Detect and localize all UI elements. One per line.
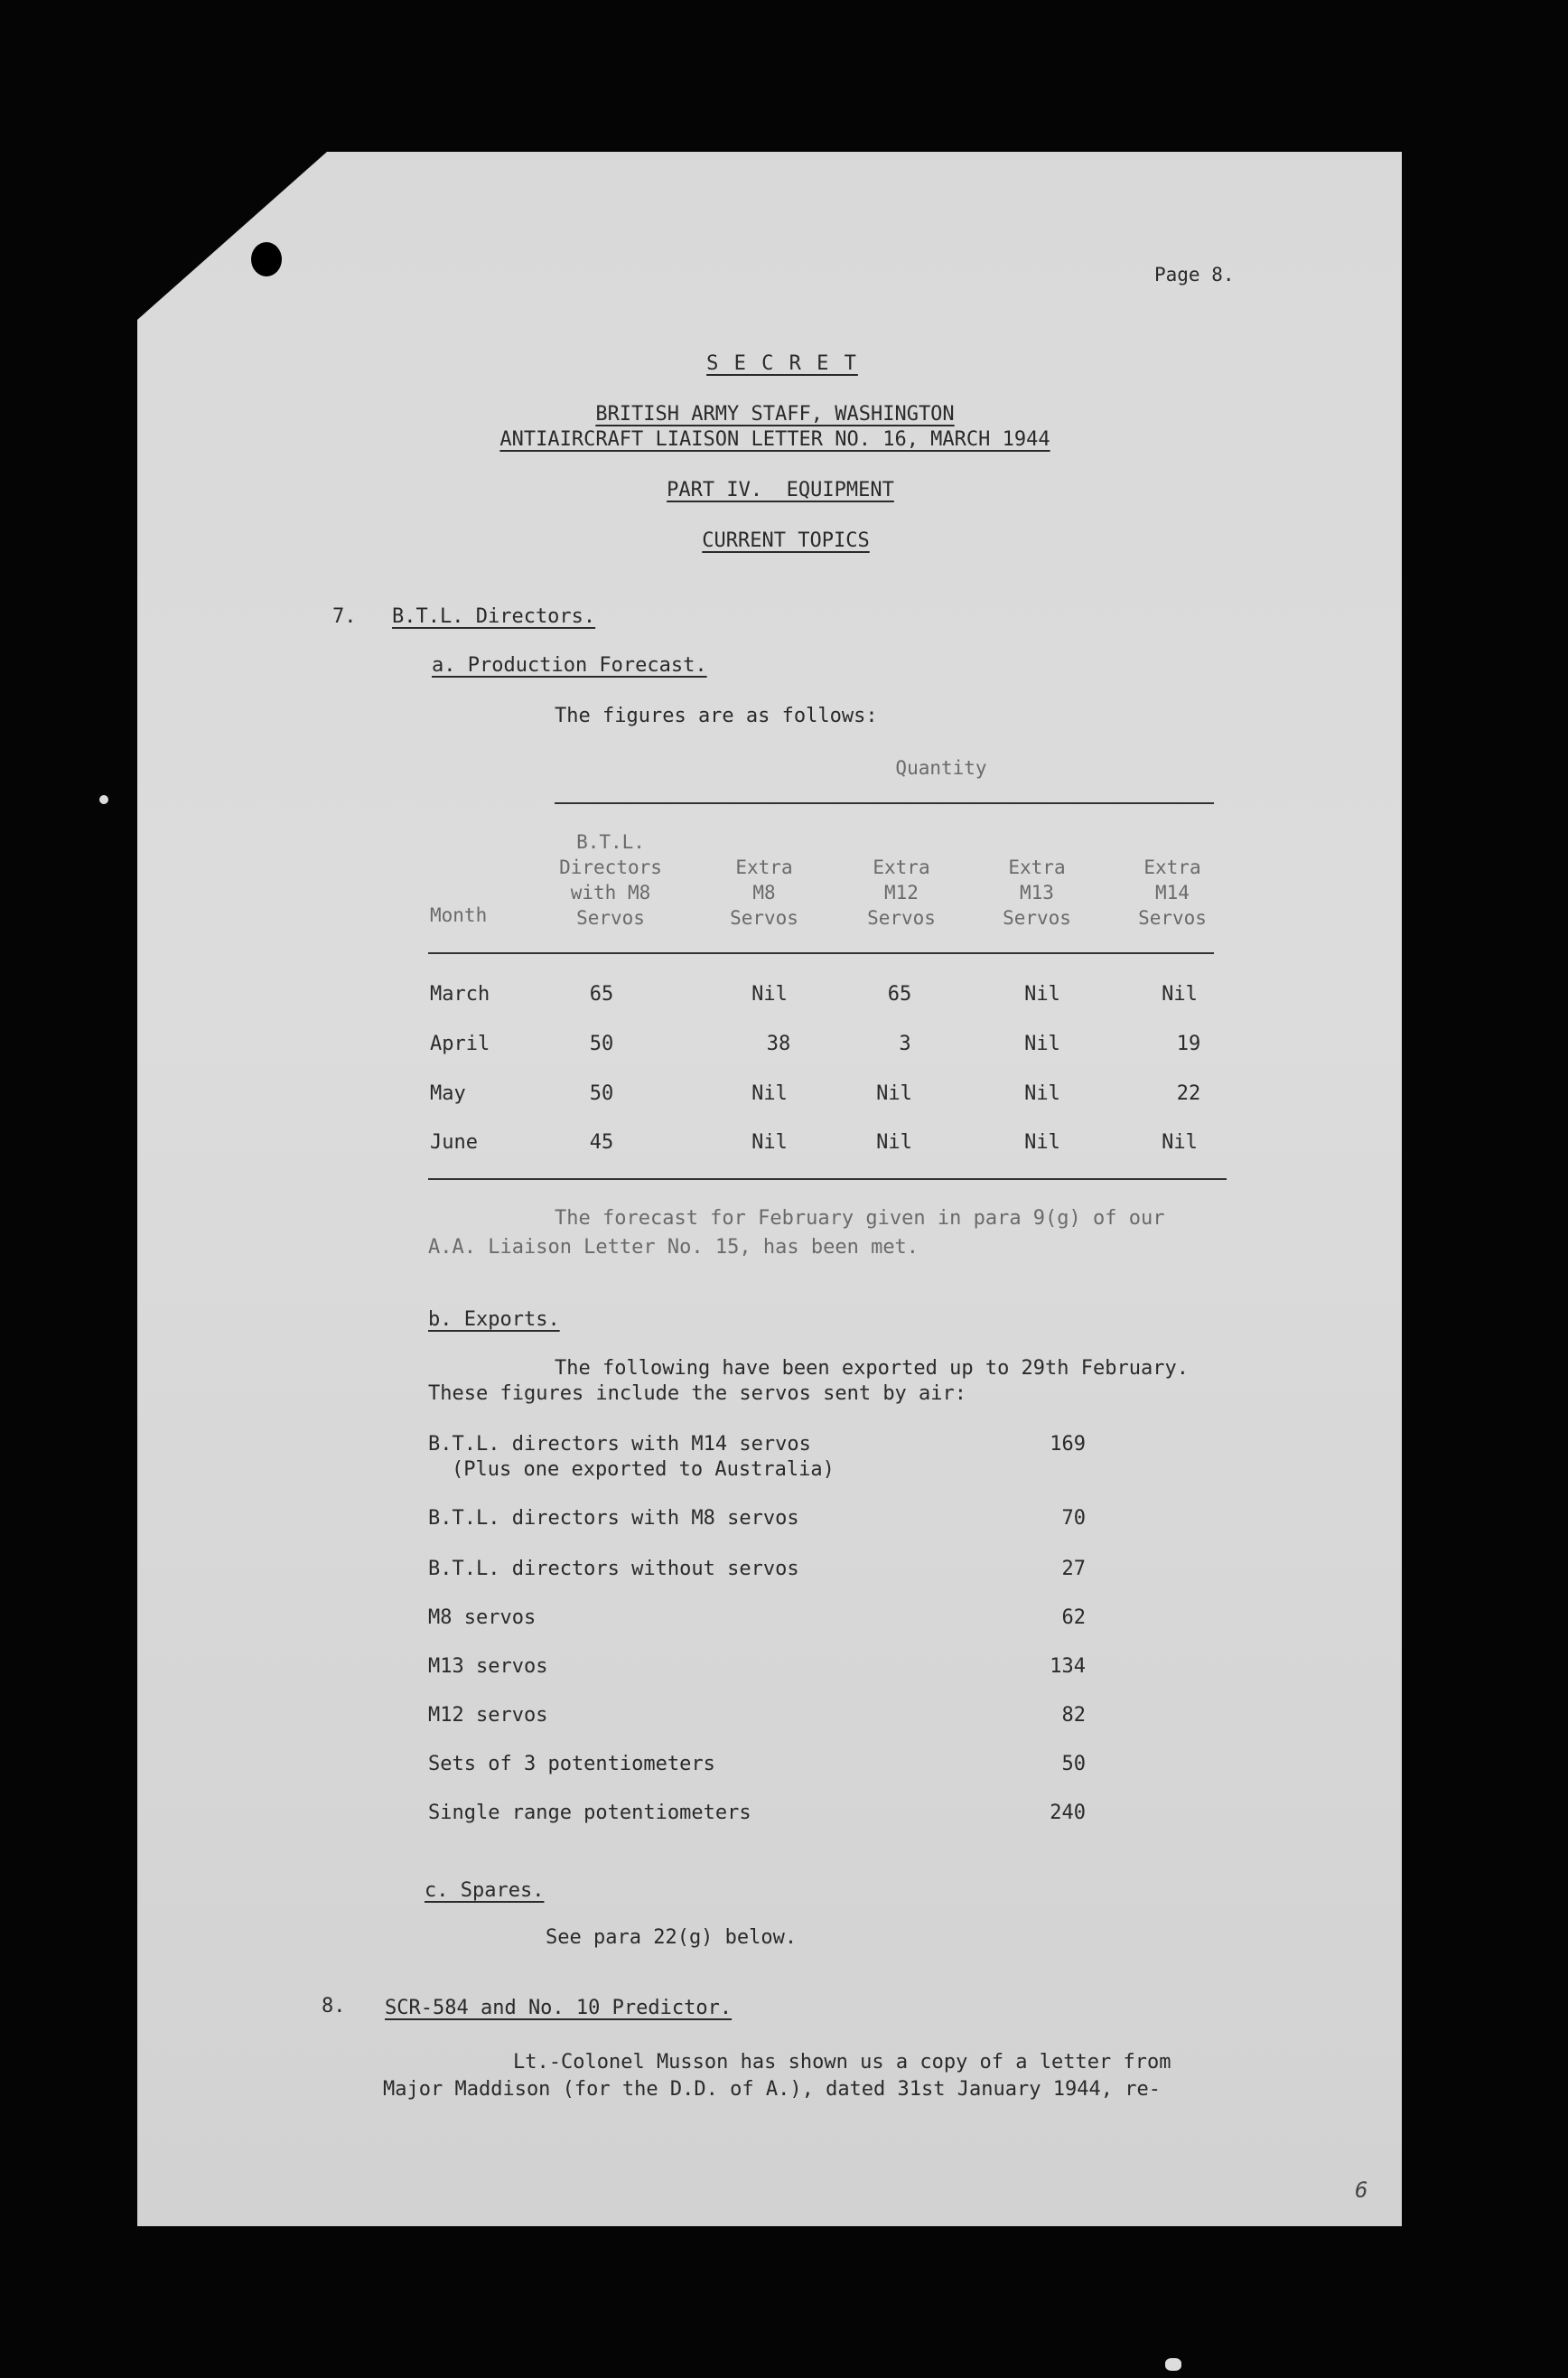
film-speck: [1165, 2358, 1181, 2371]
item-8-line-1: Lt.-Colonel Musson has shown us a copy of a letter from: [513, 2051, 1171, 2074]
row-month: March: [430, 983, 490, 1006]
export-item-qty: 70: [1061, 1507, 1086, 1530]
export-item-label: M8 servos: [428, 1606, 537, 1629]
cell: Nil: [751, 983, 788, 1006]
export-item-note: (Plus one exported to Australia): [452, 1458, 835, 1481]
col-header-extra-m12: Extra M12 Servos: [867, 857, 936, 929]
table-rule-bottom: [428, 1178, 1227, 1180]
cell: 50: [589, 1033, 614, 1055]
export-item-label: Single range potentiometers: [428, 1802, 751, 1824]
col-header-btl-directors: B.T.L. Directors with M8 Servos: [559, 831, 662, 929]
cell: Nil: [1024, 1082, 1060, 1105]
cell: 3: [899, 1033, 911, 1055]
export-item-label: B.T.L. directors without servos: [428, 1558, 799, 1580]
export-item-qty: 134: [1050, 1655, 1086, 1678]
cell: Nil: [876, 1082, 912, 1105]
cell: 50: [589, 1082, 614, 1105]
cell: Nil: [1024, 983, 1060, 1006]
export-item-qty: 169: [1050, 1433, 1086, 1456]
forecast-intro: The figures are as follows:: [555, 705, 878, 727]
item-8-number: 8.: [322, 1995, 346, 2018]
production-forecast-heading: a. Production Forecast.: [432, 654, 707, 677]
corner-mark: 6: [1355, 2177, 1368, 2203]
topic-title: CURRENT TOPICS: [702, 529, 870, 552]
row-month: May: [430, 1082, 466, 1105]
month-header: Month: [430, 904, 488, 926]
export-item-qty: 50: [1061, 1753, 1086, 1775]
export-item-qty: 27: [1061, 1558, 1086, 1580]
exports-intro-line-1: The following have been exported up to 29th February.: [555, 1357, 1189, 1380]
table-rule-top: [555, 802, 1214, 804]
item-8-line-2: Major Maddison (for the D.D. of A.), dated 31st January 1944, re-: [383, 2078, 1161, 2101]
org-title: BRITISH ARMY STAFF, WASHINGTON: [595, 403, 955, 426]
col-header-extra-m8: Extra M8 Servos: [730, 857, 798, 929]
part-title: PART IV. EQUIPMENT: [667, 479, 894, 501]
cell: Nil: [1162, 983, 1198, 1006]
export-item-qty: 82: [1061, 1704, 1086, 1727]
punch-hole: [251, 242, 282, 276]
table-rule-header: [428, 952, 1214, 954]
item-8-title: SCR-584 and No. 10 Predictor.: [385, 1997, 733, 2019]
export-item-label: M12 servos: [428, 1704, 548, 1727]
export-item-qty: 240: [1050, 1802, 1086, 1824]
export-item-label: B.T.L. directors with M8 servos: [428, 1507, 799, 1530]
cell: 65: [589, 983, 614, 1006]
cell: 38: [766, 1033, 791, 1055]
export-item-qty: 62: [1061, 1606, 1086, 1629]
col-header-extra-m13: Extra M13 Servos: [1003, 857, 1071, 929]
quantity-label: Quantity: [895, 757, 987, 779]
cell: Nil: [1162, 1131, 1198, 1154]
row-month: June: [430, 1131, 478, 1154]
export-item-label: B.T.L. directors with M14 servos: [428, 1433, 811, 1456]
exports-intro-line-2: These figures include the servos sent by air:: [428, 1382, 967, 1405]
cell: Nil: [1024, 1033, 1060, 1055]
cell: 22: [1176, 1082, 1201, 1105]
item-7-title: B.T.L. Directors.: [392, 605, 596, 628]
forecast-note-line-2: A.A. Liaison Letter No. 15, has been met.: [428, 1236, 919, 1259]
classification: S E C R E T: [706, 352, 858, 375]
cell: Nil: [751, 1131, 788, 1154]
export-item-label: Sets of 3 potentiometers: [428, 1753, 715, 1775]
cell: 65: [887, 983, 912, 1006]
cell: Nil: [751, 1082, 788, 1105]
export-item-label: M13 servos: [428, 1655, 548, 1678]
item-7-number: 7.: [332, 605, 357, 628]
film-speck: [99, 795, 108, 804]
letter-title: ANTIAIRCRAFT LIAISON LETTER NO. 16, MARCH 1944: [499, 428, 1050, 451]
cell: Nil: [876, 1131, 912, 1154]
spares-text: See para 22(g) below.: [546, 1926, 798, 1949]
page-number: Page 8.: [1154, 264, 1235, 286]
cell: 19: [1176, 1033, 1201, 1055]
document-page: [137, 152, 1402, 2226]
cell: Nil: [1024, 1131, 1060, 1154]
cell: 45: [589, 1131, 614, 1154]
row-month: April: [430, 1033, 490, 1055]
spares-heading: c. Spares.: [425, 1879, 545, 1902]
col-header-extra-m14: Extra M14 Servos: [1138, 857, 1207, 929]
exports-heading: b. Exports.: [428, 1308, 560, 1331]
forecast-note-line-1: The forecast for February given in para 9(g) of our: [555, 1207, 1165, 1230]
